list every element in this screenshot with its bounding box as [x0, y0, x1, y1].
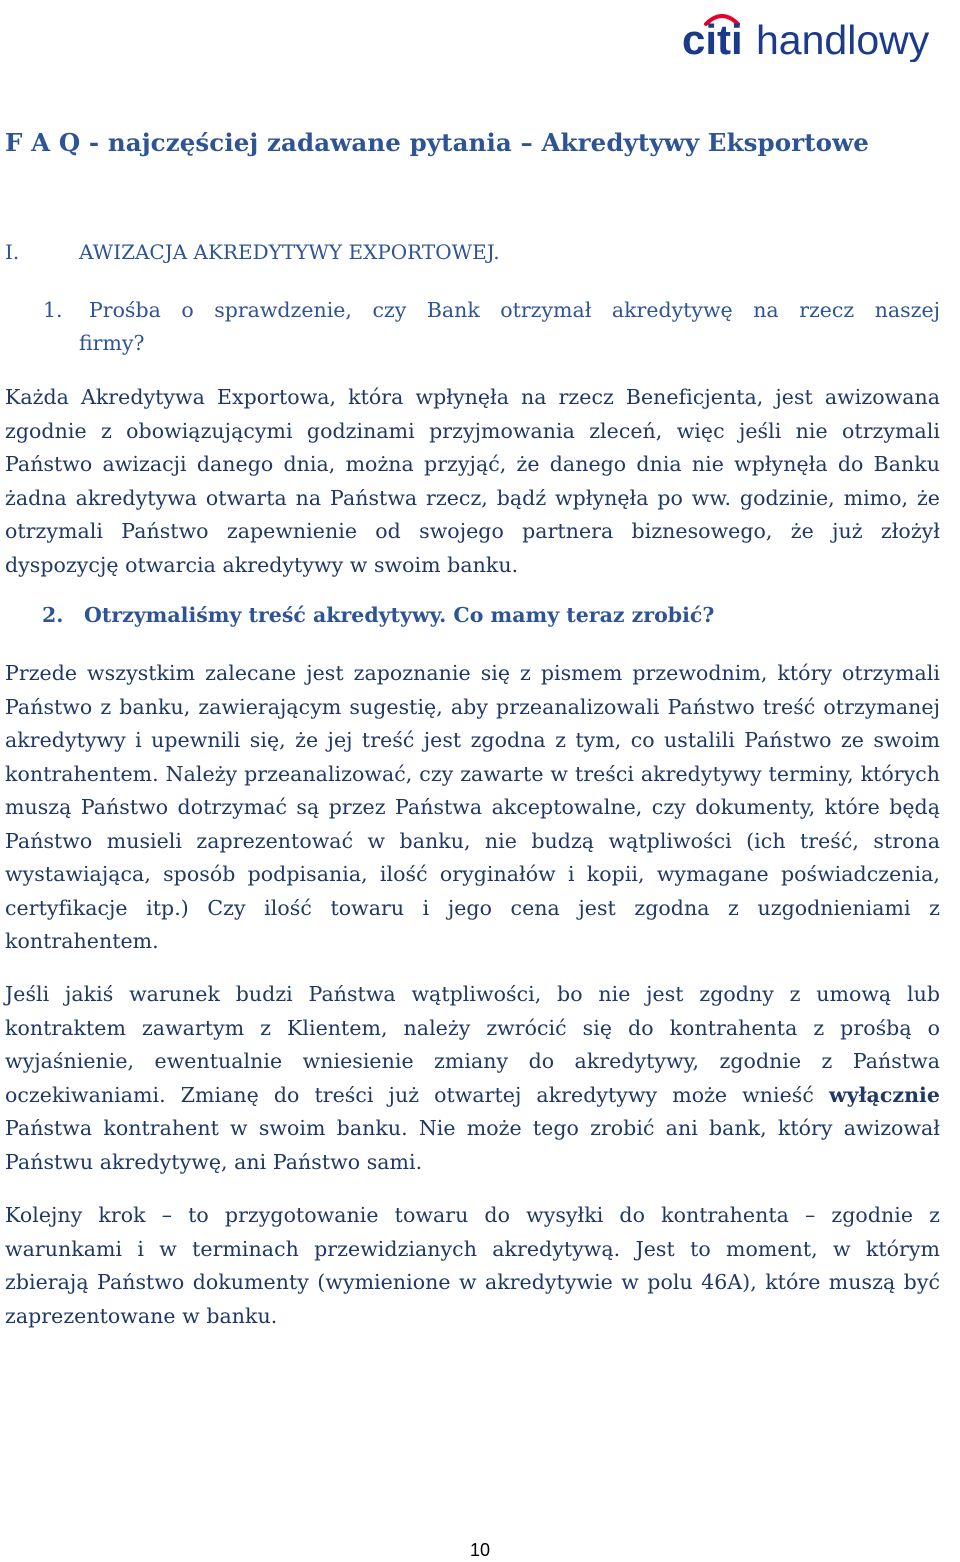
- answer-3-text-end: Państwa kontrahent w swoim banku. Nie może tego zrobić ani bank, który awizował Państwu akredytywę, ani Państwo sami.: [5, 1116, 940, 1174]
- answer-4-paragraph: Kolejny krok – to przygotowanie towaru do wysyłki do kontrahenta – zgodnie z warunkami i w terminach przewidzianych akredytywą. Jest to moment, w którym zbierają Państwo dokumenty (wymienione w akredytywie w polu 46A), które muszą być zaprezentowane w banku.: [5, 1203, 940, 1328]
- answer-1-paragraph: Każda Akredytywa Exportowa, która wpłynęła na rzecz Beneficjenta, jest awizowana zgodnie z obowiązującymi godzinami przyjmowania zleceń, więc jeśli nie otrzymali Państwo awizacji danego dnia, można przyjąć, że danego dnia nie wpłynęła do Banku żadna akredytywa otwarta na Państwa rzecz, bądź wpłynęła po ww. godzinie, mimo, że otrzymali Państwo zapewnienie od swojego partnera biznesowego, że już złożył dyspozycję otwarcia akredytywy w swoim banku.: [5, 385, 940, 577]
- section-number: I.: [5, 240, 20, 264]
- question-1-line-1: [5, 294, 940, 327]
- question-2-text: Otrzymaliśmy treść akredytywy. Co mamy teraz zrobić?: [84, 603, 715, 627]
- question-2-number: 2.: [42, 603, 64, 627]
- citi-handlowy-logo-graphic: [682, 10, 952, 62]
- page-number: 10: [469, 1540, 491, 1560]
- question-1-word: sprawdzenie,: [214, 298, 352, 322]
- document-title: F A Q - najczęściej zadawane pytania – Akredytywy Eksportowe: [5, 128, 869, 157]
- logo-citi-text: citi: [682, 16, 743, 62]
- question-1-word: otrzymał: [500, 298, 592, 322]
- question-2: [42, 603, 714, 627]
- question-1-word: na: [753, 298, 779, 322]
- question-1-words: [89, 294, 940, 327]
- citi-handlowy-logo: [682, 12, 952, 62]
- question-1-word: akredytywę: [611, 298, 733, 322]
- question-1-word: Bank: [426, 298, 480, 322]
- question-1-word: rzecz: [799, 298, 855, 322]
- answer-3-paragraph: [5, 978, 940, 1179]
- answer-3-emphasis: wyłącznie: [828, 1082, 940, 1107]
- question-1-word: Prośba: [89, 298, 161, 322]
- question-1: [5, 294, 940, 360]
- section-heading: [5, 240, 940, 264]
- logo-handlowy-text: handlowy: [756, 17, 930, 62]
- question-1-word: naszej: [874, 298, 940, 322]
- question-1-line-2: firmy?: [79, 331, 145, 355]
- question-1-number: 1.: [43, 298, 63, 322]
- section-title: AWIZACJA AKREDYTYWY EXPORTOWEJ.: [79, 240, 500, 264]
- answer-2-paragraph: Przede wszystkim zalecane jest zapoznanie się z pismem przewodnim, który otrzymali Państwo z banku, zawierającym sugestię, aby przeanalizowali Państwo treść otrzymanej akredytywy i upewnili się, że jej treść jest zgodna z tym, co ustalili Państwo ze swoim kontrahentem. Należy przeanalizować, czy zawarte w treści akredytywy terminy, których muszą Państwo dotrzymać są przez Państwa akceptowalne, czy dokumenty, które będą Państwo musieli zaprezentować w banku, nie budzą wątpliwości (ich treść, strona wystawiająca, sposób podpisania, ilość oryginałów i kopii, wymagane poświadczenia, certyfikacje itp.) Czy ilość towaru i jego cena jest zgodna z uzgodnieniami z kontrahentem.: [5, 661, 940, 953]
- question-1-word: o: [181, 298, 194, 322]
- question-1-word: czy: [372, 298, 407, 322]
- answer-3-text-start: Jeśli jakiś warunek budzi Państwa wątpliwości, bo nie jest zgodny z umową lub kontraktem zawartym z Klientem, należy zwrócić się do kontrahenta z prośbą o wyjaśnienie, ewentualnie wniesienie zmiany do akredytywy, zgodnie z Państwa oczekiwaniami. Zmianę do treści już otwartej akredytywy może wnieść: [5, 982, 940, 1107]
